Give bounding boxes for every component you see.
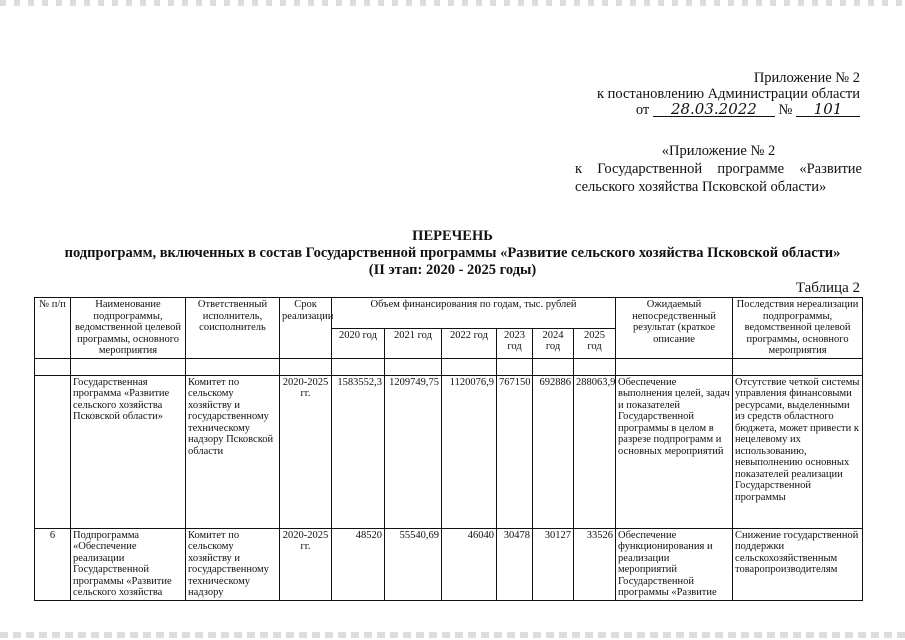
cell-value: 288063,9 — [574, 375, 616, 528]
scan-edge-top — [0, 0, 905, 6]
document-heading — [20, 228, 885, 279]
header-term: Срок реализации — [280, 298, 332, 359]
header-year: 2024 год — [533, 328, 574, 358]
number-label: № — [778, 102, 793, 118]
cell-value: 30127 — [533, 528, 574, 600]
cell-value: 30478 — [497, 528, 533, 600]
cell-consequences: Снижение государственной поддержки сельскохозяйственным товаропроизводителям — [733, 528, 863, 600]
header-year: 2025 год — [574, 328, 616, 358]
cell-name: Государственная программа «Развитие сельского хозяйства Псковской области» — [71, 375, 186, 528]
heading-title: ПЕРЕЧЕНЬ — [412, 228, 493, 244]
appendix-block — [560, 70, 860, 118]
cell-value: 1120076,9 — [442, 375, 497, 528]
cell-value: 1583552,3 — [332, 375, 385, 528]
heading-subtitle: подпрограмм, включенных в состав Государственной программы «Развитие сельского хозяйства Псковской области» — [64, 245, 841, 261]
appendix-title: Приложение № 2 — [753, 70, 860, 86]
subprograms-table — [34, 297, 863, 601]
table-row — [35, 528, 863, 600]
appendix-date-line — [560, 102, 860, 118]
cell-result: Обеспечение функционирования и реализации мероприятий Государственной программы «Развитие — [616, 528, 733, 600]
header-result: Ожидаемый непосредственный результат (краткое описание — [616, 298, 733, 359]
cell-value: 1209749,75 — [385, 375, 442, 528]
appendix-inner-title: «Приложение № 2 — [661, 143, 776, 159]
heading-stage: (II этап: 2020 - 2025 годы) — [368, 262, 537, 278]
cell-value: 46040 — [442, 528, 497, 600]
header-num: № п/п — [35, 298, 71, 359]
appendix-inner-block — [575, 142, 862, 196]
table-row — [35, 375, 863, 528]
appendix-inner-program: к Государственной программе «Развитие — [575, 161, 862, 177]
header-year: 2023 год — [497, 328, 533, 358]
cell-result: Обеспечение выполнения целей, задач и показателей Государственной программы в целом в разрезе подпрограмм и основных мероприятий — [616, 375, 733, 528]
header-year: 2020 год — [332, 328, 385, 358]
cell-executor: Комитет по сельскому хозяйству и государственному техническому надзору — [186, 528, 280, 600]
cell-value: 767150 — [497, 375, 533, 528]
table-spacer-row — [35, 358, 863, 375]
cell-consequences: Отсутствие четкой системы управления финансовыми ресурсами, выделенными из средств областного бюджета, может привести к нецелевому их использованию, невыполнению основных показателей реализации Государственной программы — [733, 375, 863, 528]
from-label: от — [635, 102, 650, 118]
cell-num: 6 — [35, 528, 71, 600]
appendix-resolution-line: к постановлению Администрации области — [596, 86, 860, 102]
cell-name: Подпрограмма «Обеспечение реализации Государственной программы «Развитие сельского хозяйства — [71, 528, 186, 600]
cell-num — [35, 375, 71, 528]
cell-value: 48520 — [332, 528, 385, 600]
cell-term: 2020-2025 гг. — [280, 375, 332, 528]
table-caption: Таблица 2 — [795, 280, 860, 296]
header-name: Наименование подпрограммы, ведомственной целевой программы, основного мероприятия — [71, 298, 186, 359]
appendix-inner-region: сельского хозяйства Псковской области» — [575, 179, 827, 195]
header-year: 2021 год — [385, 328, 442, 358]
cell-value: 33526 — [574, 528, 616, 600]
cell-term: 2020-2025 гг. — [280, 528, 332, 600]
handwritten-date: 28.03.2022 — [653, 102, 775, 117]
scan-edge-bottom — [0, 632, 905, 638]
cell-executor: Комитет по сельскому хозяйству и государственному техническому надзору Псковской области — [186, 375, 280, 528]
cell-value: 55540,69 — [385, 528, 442, 600]
table-header-row — [35, 298, 863, 329]
header-year: 2022 год — [442, 328, 497, 358]
header-funding: Объем финансирования по годам, тыс. рублей — [332, 298, 616, 329]
cell-value: 692886 — [533, 375, 574, 528]
handwritten-number: 101 — [796, 102, 860, 117]
header-consequences: Последствия нереализации подпрограммы, ведомственной целевой программы, основного мероприятия — [733, 298, 863, 359]
header-executor: Ответственный исполнитель, соисполнитель — [186, 298, 280, 359]
